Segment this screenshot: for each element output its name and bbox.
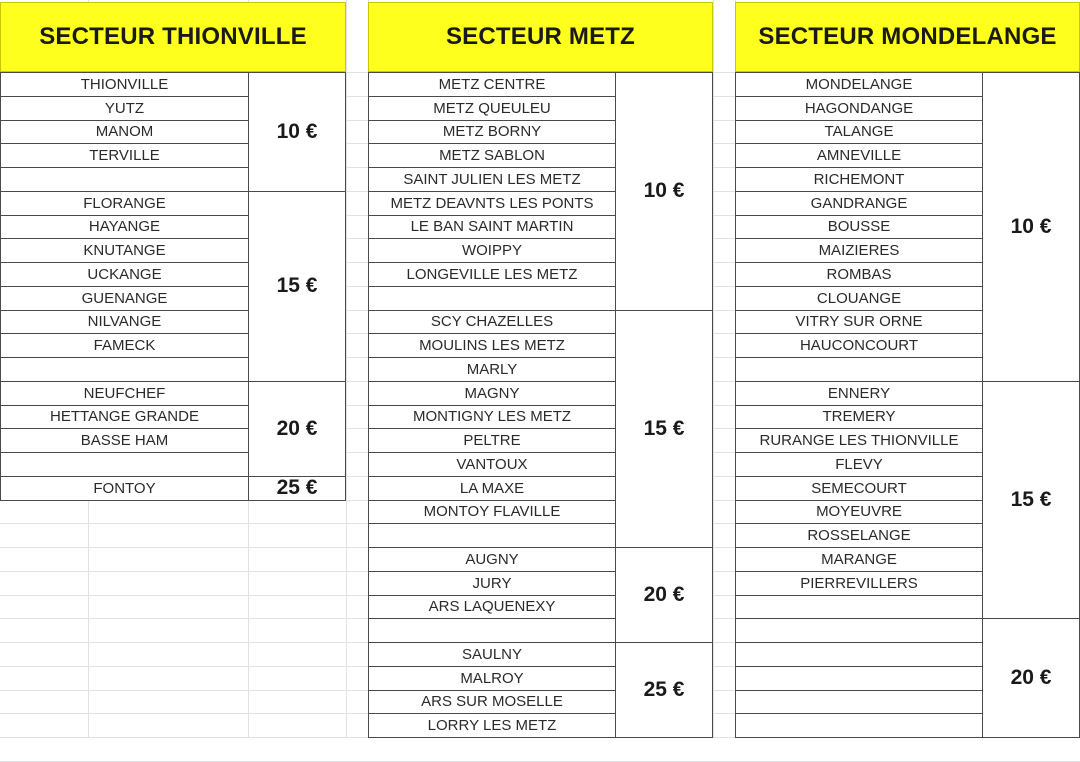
gridline-column [713,0,714,738]
sector-header-mondelange: SECTEUR MONDELANGE [735,2,1080,72]
town-cell[interactable]: MAGNY [368,381,616,406]
town-cell[interactable]: FONTOY [0,476,249,501]
town-cell[interactable] [735,666,983,691]
town-cell[interactable]: TALANGE [735,120,983,145]
town-cell[interactable]: GUENANGE [0,286,249,311]
empty-cell[interactable] [0,357,249,382]
town-cell[interactable]: MALROY [368,666,616,691]
town-cell[interactable]: VANTOUX [368,452,616,477]
town-cell[interactable] [735,690,983,715]
town-cell[interactable]: AUGNY [368,547,616,572]
price-cell[interactable]: 10 € [982,72,1080,382]
town-cell[interactable]: NILVANGE [0,310,249,335]
town-cell[interactable]: SCY CHAZELLES [368,310,616,335]
empty-cell[interactable] [368,286,616,311]
town-cell[interactable]: METZ DEAVNTS LES PONTS [368,191,616,216]
town-cell[interactable]: SAULNY [368,642,616,667]
price-cell[interactable]: 20 € [248,381,346,477]
town-cell[interactable]: RICHEMONT [735,167,983,192]
price-cell[interactable]: 25 € [615,642,713,738]
town-cell[interactable]: METZ QUEULEU [368,96,616,121]
town-cell[interactable]: RURANGE LES THIONVILLE [735,428,983,453]
price-cell[interactable]: 10 € [248,72,346,192]
town-cell[interactable]: HETTANGE GRANDE [0,405,249,430]
town-cell[interactable]: SEMECOURT [735,476,983,501]
town-cell[interactable]: FAMECK [0,333,249,358]
town-cell[interactable]: MONTOY FLAVILLE [368,500,616,525]
town-cell[interactable]: MAIZIERES [735,238,983,263]
town-cell[interactable]: MANOM [0,120,249,145]
town-cell[interactable]: THIONVILLE [0,72,249,97]
town-cell[interactable]: NEUFCHEF [0,381,249,406]
town-cell[interactable]: MOYEUVRE [735,500,983,525]
town-cell[interactable]: MONTIGNY LES METZ [368,405,616,430]
town-cell[interactable]: HAYANGE [0,215,249,240]
town-cell[interactable]: MONDELANGE [735,72,983,97]
town-cell[interactable]: WOIPPY [368,238,616,263]
town-cell[interactable]: GANDRANGE [735,191,983,216]
town-cell[interactable]: KNUTANGE [0,238,249,263]
town-cell[interactable]: ARS LAQUENEXY [368,595,616,620]
town-cell[interactable]: LA MAXE [368,476,616,501]
town-cell[interactable]: TERVILLE [0,143,249,168]
town-cell[interactable]: ROSSELANGE [735,523,983,548]
town-cell[interactable]: TREMERY [735,405,983,430]
town-cell[interactable]: ARS SUR MOSELLE [368,690,616,715]
town-cell[interactable]: VITRY SUR ORNE [735,310,983,335]
town-cell[interactable]: LORRY LES METZ [368,713,616,738]
town-cell[interactable]: METZ BORNY [368,120,616,145]
town-cell[interactable]: SAINT JULIEN LES METZ [368,167,616,192]
empty-cell[interactable] [368,618,616,643]
town-cell[interactable]: UCKANGE [0,262,249,287]
empty-cell[interactable] [735,357,983,382]
empty-cell[interactable] [368,523,616,548]
town-cell[interactable]: YUTZ [0,96,249,121]
empty-cell[interactable] [735,595,983,620]
town-cell[interactable]: MOULINS LES METZ [368,333,616,358]
town-cell[interactable]: CLOUANGE [735,286,983,311]
price-cell[interactable]: 20 € [615,547,713,643]
price-cell[interactable]: 15 € [982,381,1080,620]
town-cell[interactable]: JURY [368,571,616,596]
town-cell[interactable]: LE BAN SAINT MARTIN [368,215,616,240]
town-cell[interactable]: PIERREVILLERS [735,571,983,596]
town-cell[interactable]: PELTRE [368,428,616,453]
town-cell[interactable]: BASSE HAM [0,428,249,453]
town-cell[interactable]: FLORANGE [0,191,249,216]
town-cell[interactable] [735,618,983,643]
town-cell[interactable]: MARLY [368,357,616,382]
sector-header-thionville: SECTEUR THIONVILLE [0,2,346,72]
empty-cell[interactable] [0,167,249,192]
town-cell[interactable]: METZ SABLON [368,143,616,168]
price-cell[interactable]: 15 € [615,310,713,549]
town-cell[interactable]: LONGEVILLE LES METZ [368,262,616,287]
price-cell[interactable]: 15 € [248,191,346,382]
price-cell[interactable]: 20 € [982,618,1080,738]
empty-cell[interactable] [0,452,249,477]
price-cell[interactable]: 25 € [248,476,346,501]
town-cell[interactable]: AMNEVILLE [735,143,983,168]
town-cell[interactable] [735,713,983,738]
town-cell[interactable]: MARANGE [735,547,983,572]
town-cell[interactable]: FLEVY [735,452,983,477]
town-cell[interactable]: METZ CENTRE [368,72,616,97]
price-cell[interactable]: 10 € [615,72,713,311]
town-cell[interactable]: HAUCONCOURT [735,333,983,358]
gridline-column [346,0,347,738]
town-cell[interactable] [735,642,983,667]
sector-header-metz: SECTEUR METZ [368,2,713,72]
town-cell[interactable]: ROMBAS [735,262,983,287]
town-cell[interactable]: ENNERY [735,381,983,406]
town-cell[interactable]: BOUSSE [735,215,983,240]
town-cell[interactable]: HAGONDANGE [735,96,983,121]
